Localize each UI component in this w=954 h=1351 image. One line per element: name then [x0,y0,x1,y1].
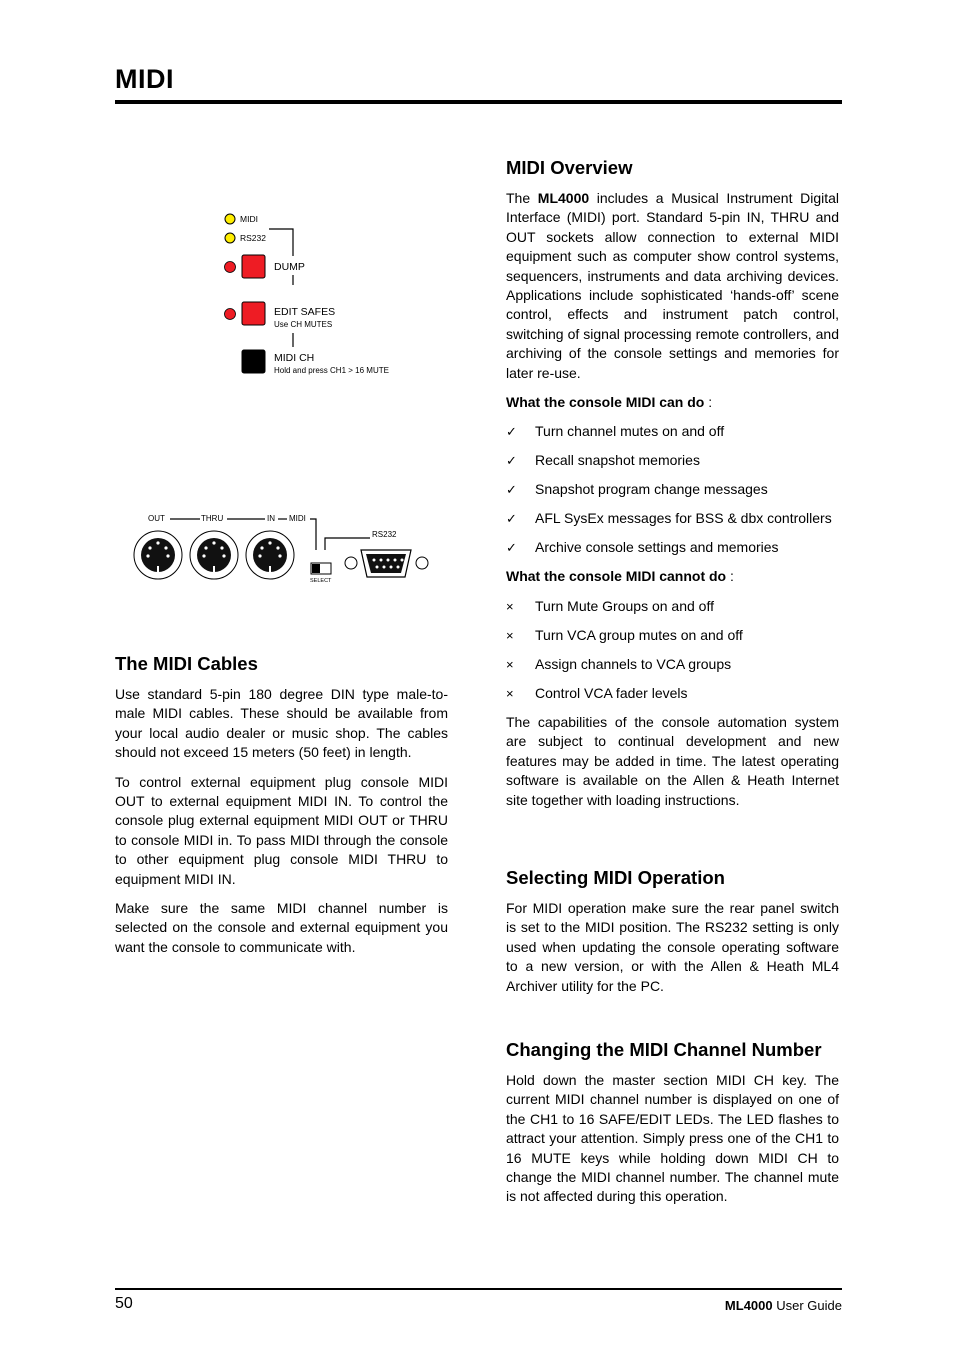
can-do-list [506,422,839,557]
midi-thru-socket [190,531,238,579]
guide-suffix: User Guide [772,1298,842,1313]
cross-icon: × [506,627,514,643]
cables-heading: The MIDI Cables [115,653,258,674]
selecting-paragraph: For MIDI operation make sure the rear panel switch is set to the MIDI position. The RS232 setting is only used when updating the console operating software to a new version, or with the Allen & Heath ML4 Archiver utility for the PC. [506,900,839,994]
footer-rule [115,1288,842,1290]
list-item: × Turn VCA group mutes on and off [506,626,839,645]
rs232-socket [345,550,428,577]
led-midi-label: MIDI [240,214,258,224]
midi-rs232-select-switch[interactable] [311,563,331,574]
edit-safes-label: EDIT SAFES [274,306,336,318]
check-icon: ✓ [506,482,517,498]
cables-paragraph-1: Use standard 5-pin 180 degree DIN type male-to-male MIDI cables. These should be available from your local audio dealer or music shop. The cables should not exceed 15 meters (50 feet) in length. [115,686,448,761]
overview-section [506,157,839,820]
list-item: × Assign channels to VCA groups [506,655,839,674]
title-rule [115,100,842,104]
midi-ch-key[interactable] [242,350,265,373]
cross-icon: × [506,598,514,614]
cables-section [115,653,448,967]
can-do-title: What the console MIDI can do : [506,394,713,411]
midi-ch-sub-label: Hold and press CH1 > 16 MUTE [274,366,389,375]
check-icon: ✓ [506,453,517,469]
midi-ch-label: MIDI CH [274,352,315,364]
midi-led-icon [225,214,235,224]
overview-closing: The capabilities of the console automation system are subject to continual development and new features may be added in time. The latest operating software is available on the Allen & Heath Internet site together with loading instructions. [506,713,839,808]
midi-panel-diagram [215,205,415,385]
thru-label: THRU [201,514,224,523]
cables-paragraph-2: To control external equipment plug console MIDI OUT to external equipment MIDI IN. To control the console plug external equipment MIDI OUT or THRU to console MIDI in. To pass MIDI through the console to other equipment plug console MIDI THRU to equipment MIDI IN. [115,773,448,887]
selecting-heading: Selecting MIDI Operation [506,867,725,888]
selecting-section [506,867,839,1006]
midi-label: MIDI [289,514,306,523]
midi-out-socket [134,531,182,579]
dump-label: DUMP [274,261,305,273]
cross-icon: × [506,656,514,672]
check-icon: ✓ [506,540,517,556]
list-item: ✓ AFL SysEx messages for BSS & dbx controllers [506,509,839,528]
cannot-do-list [506,597,839,703]
rs232-label: RS232 [372,530,397,539]
check-icon: ✓ [506,424,517,440]
guide-name [725,1298,842,1313]
page-title: MIDI [115,64,174,94]
edit-safes-key[interactable] [242,302,265,325]
dump-led-icon [225,262,236,273]
rear-connector-diagram [130,508,435,588]
cross-icon: × [506,685,514,701]
list-item: ✓ Snapshot program change messages [506,480,839,499]
overview-intro: The ML4000 includes a Musical Instrument Digital Interface (MIDI) port. Standard 5-pin IN, THRU and OUT sockets allow connection to external MIDI equipment such as computer show control systems, sequencers, instruments and data archiving devices. Applications include sophisticated ‘hands-off’ scene control, effects and instrument patch control, switching of signal processing remote controllers, and archiving of the console settings and memories for later re-use. [506,190,839,381]
in-label: IN [267,514,275,523]
guide-product: ML4000 [724,1298,773,1313]
list-item: ✓ Turn channel mutes on and off [506,422,839,441]
select-label: SELECT [310,578,332,584]
edit-safes-led-icon [225,309,236,320]
page-number: 50 [115,1295,133,1312]
rs232-led-icon [225,233,235,243]
changing-section [506,1039,839,1217]
cannot-do-title: What the console MIDI cannot do : [506,568,734,585]
changing-paragraph: Hold down the master section MIDI CH key. The current MIDI channel number is displayed on one of the CH1 to 16 SAFE/EDIT LEDs. The LED flashes to attract your attention. Simply press one of the CH1 to 16 MUTE keys while holding down MIDI CH to change the MIDI channel number. The channel mute is not affected during this operation. [506,1072,839,1205]
cables-paragraph-3: Make sure the same MIDI channel number is selected on the console and external equipment you want the console to communicate with. [115,900,448,955]
out-label: OUT [148,514,165,523]
list-item: × Control VCA fader levels [506,684,839,703]
led-rs232-label: RS232 [240,233,266,243]
edit-safes-sub-label: Use CH MUTES [274,320,333,329]
midi-in-socket [246,531,294,579]
list-item: ✓ Recall snapshot memories [506,451,839,470]
changing-heading: Changing the MIDI Channel Number [506,1039,822,1060]
dump-key[interactable] [242,255,265,278]
list-item: × Turn Mute Groups on and off [506,597,839,616]
list-item: ✓ Archive console settings and memories [506,538,839,557]
overview-heading: MIDI Overview [506,157,633,178]
check-icon: ✓ [506,511,517,527]
product-name: ML4000 [537,190,590,206]
